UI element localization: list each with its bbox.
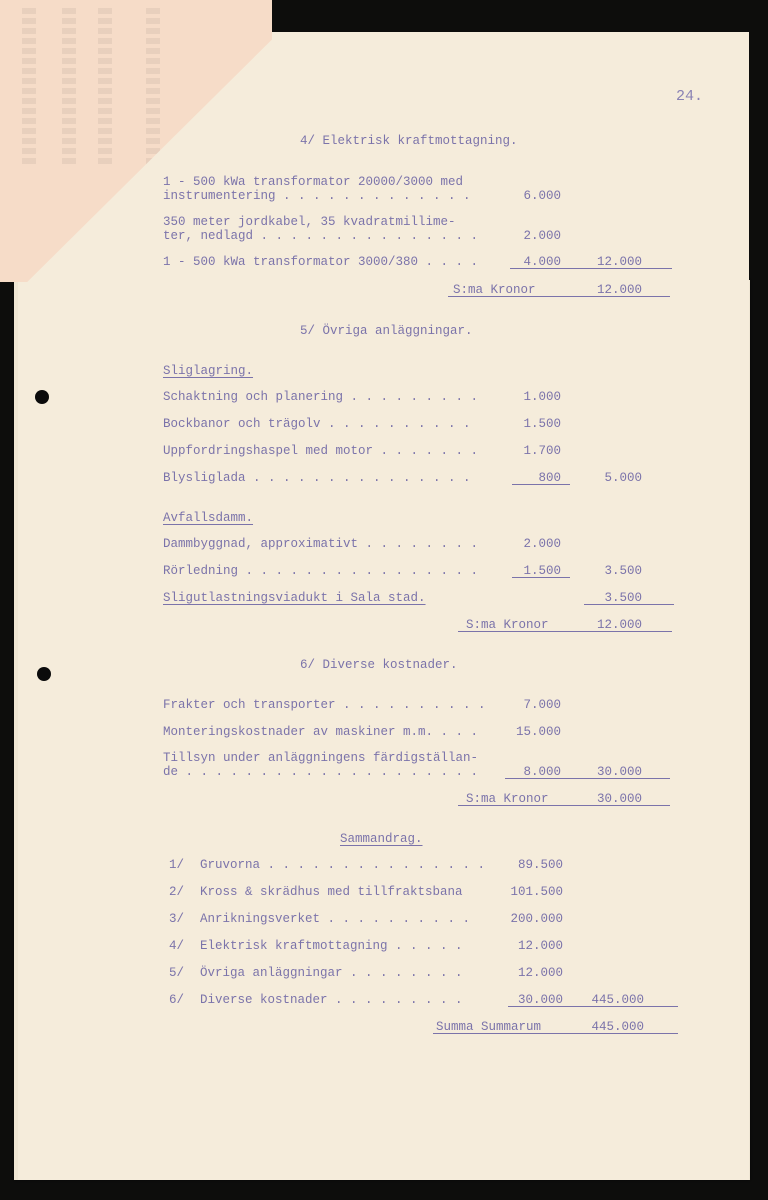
item-label: 350 meter jordkabel, 35 kvadratmillime- (163, 215, 456, 229)
item-label: Schaktning och planering . . . . . . . . . (163, 390, 479, 404)
item-total: 3.500 (604, 564, 642, 578)
item-value: 15.000 (515, 725, 561, 739)
summary-label: Övriga anläggningar . . . . . . . . (200, 966, 463, 980)
sum-label: S:ma Kronor (453, 283, 536, 297)
item-total: 3.500 (604, 591, 642, 605)
item-label: Frakter och transporter . . . . . . . . . . (163, 698, 486, 712)
summary-no: 4/ (169, 939, 185, 953)
sum-label: S:ma Kronor (466, 792, 549, 806)
item-value: 2.000 (523, 537, 561, 551)
summary-label: Anrikningsverket . . . . . . . . . . (200, 912, 471, 926)
sum-value: 12.000 (596, 283, 642, 297)
underline (505, 778, 670, 779)
section-heading: 5/ Övriga anläggningar. (300, 324, 473, 338)
section-heading: 6/ Diverse kostnader. (300, 658, 458, 672)
summary-no: 3/ (169, 912, 185, 926)
item-value: 800 (538, 471, 561, 485)
item-label: Bockbanor och trägolv . . . . . . . . . . (163, 417, 471, 431)
summary-no: 2/ (169, 885, 185, 899)
summary-no: 1/ (169, 858, 185, 872)
item-label: Uppfordringshaspel med motor . . . . . . . (163, 444, 479, 458)
summary-value: 12.000 (517, 939, 563, 953)
item-value: 1.000 (523, 390, 561, 404)
item-label: 1 - 500 kWa transformator 20000/3000 med (163, 175, 464, 189)
grand-total-label: Summa Summarum (436, 1020, 542, 1034)
underline (584, 604, 674, 605)
item-total: 5.000 (604, 471, 642, 485)
item-label: Dammbyggnad, approximativt . . . . . . . . (163, 537, 479, 551)
grand-total-value: 445.000 (591, 1020, 644, 1034)
item-value: 8.000 (523, 765, 561, 779)
item-total: 30.000 (596, 765, 642, 779)
item-label: Tillsyn under anläggningens färdigställan- (163, 751, 479, 765)
item-label: instrumentering . . . . . . . . . . . . . (163, 189, 471, 203)
summary-value: 200.000 (510, 912, 563, 926)
item-value: 4.000 (523, 255, 561, 269)
subsection-title: Sliglagring. (163, 364, 254, 378)
item-label: ter, nedlagd . . . . . . . . . . . . . . . (163, 229, 479, 243)
sum-value: 12.000 (596, 618, 642, 632)
underline (458, 805, 670, 806)
sum-label: S:ma Kronor (466, 618, 549, 632)
summary-label: Diverse kostnader . . . . . . . . . (200, 993, 463, 1007)
underline (433, 1033, 678, 1034)
sum-value: 30.000 (596, 792, 642, 806)
summary-value: 89.500 (517, 858, 563, 872)
summary-no: 5/ (169, 966, 185, 980)
underline (512, 484, 570, 485)
item-label: Blysliglada . . . . . . . . . . . . . . . (163, 471, 471, 485)
item-value: 2.000 (523, 229, 561, 243)
summary-label: Gruvorna . . . . . . . . . . . . . . . (200, 858, 486, 872)
punch-hole (35, 390, 49, 404)
item-label: Sligutlastningsviadukt i Sala stad. (163, 591, 426, 605)
summary-label: Elektrisk kraftmottagning . . . . . (200, 939, 463, 953)
underline (510, 268, 672, 269)
section-heading: 4/ Elektrisk kraftmottagning. (300, 134, 518, 148)
item-value: 1.700 (523, 444, 561, 458)
item-value: 6.000 (523, 189, 561, 203)
item-label: 1 - 500 kWa transformator 3000/380 . . . . (163, 255, 479, 269)
punch-hole (37, 667, 51, 681)
underline (458, 631, 672, 632)
summary-label: Kross & skrädhus med tillfraktsbana (200, 885, 463, 899)
item-label: Monteringskostnader av maskiner m.m. . . . (163, 725, 479, 739)
item-label: Rörledning . . . . . . . . . . . . . . . . (163, 564, 479, 578)
summary-value: 12.000 (517, 966, 563, 980)
item-value: 1.500 (523, 564, 561, 578)
underline (508, 1006, 678, 1007)
underline (512, 577, 570, 578)
summary-no: 6/ (169, 993, 185, 1007)
summary-value: 101.500 (510, 885, 563, 899)
summary-heading: Sammandrag. (340, 832, 423, 846)
summary-value: 30.000 (517, 993, 563, 1007)
summary-total: 445.000 (591, 993, 644, 1007)
subsection-title: Avfallsdamm. (163, 511, 254, 525)
page-number: 24. (676, 88, 704, 105)
underline (448, 296, 670, 297)
item-label: de . . . . . . . . . . . . . . . . . . . . (163, 765, 479, 779)
item-total: 12.000 (596, 255, 642, 269)
item-value: 1.500 (523, 417, 561, 431)
item-value: 7.000 (523, 698, 561, 712)
